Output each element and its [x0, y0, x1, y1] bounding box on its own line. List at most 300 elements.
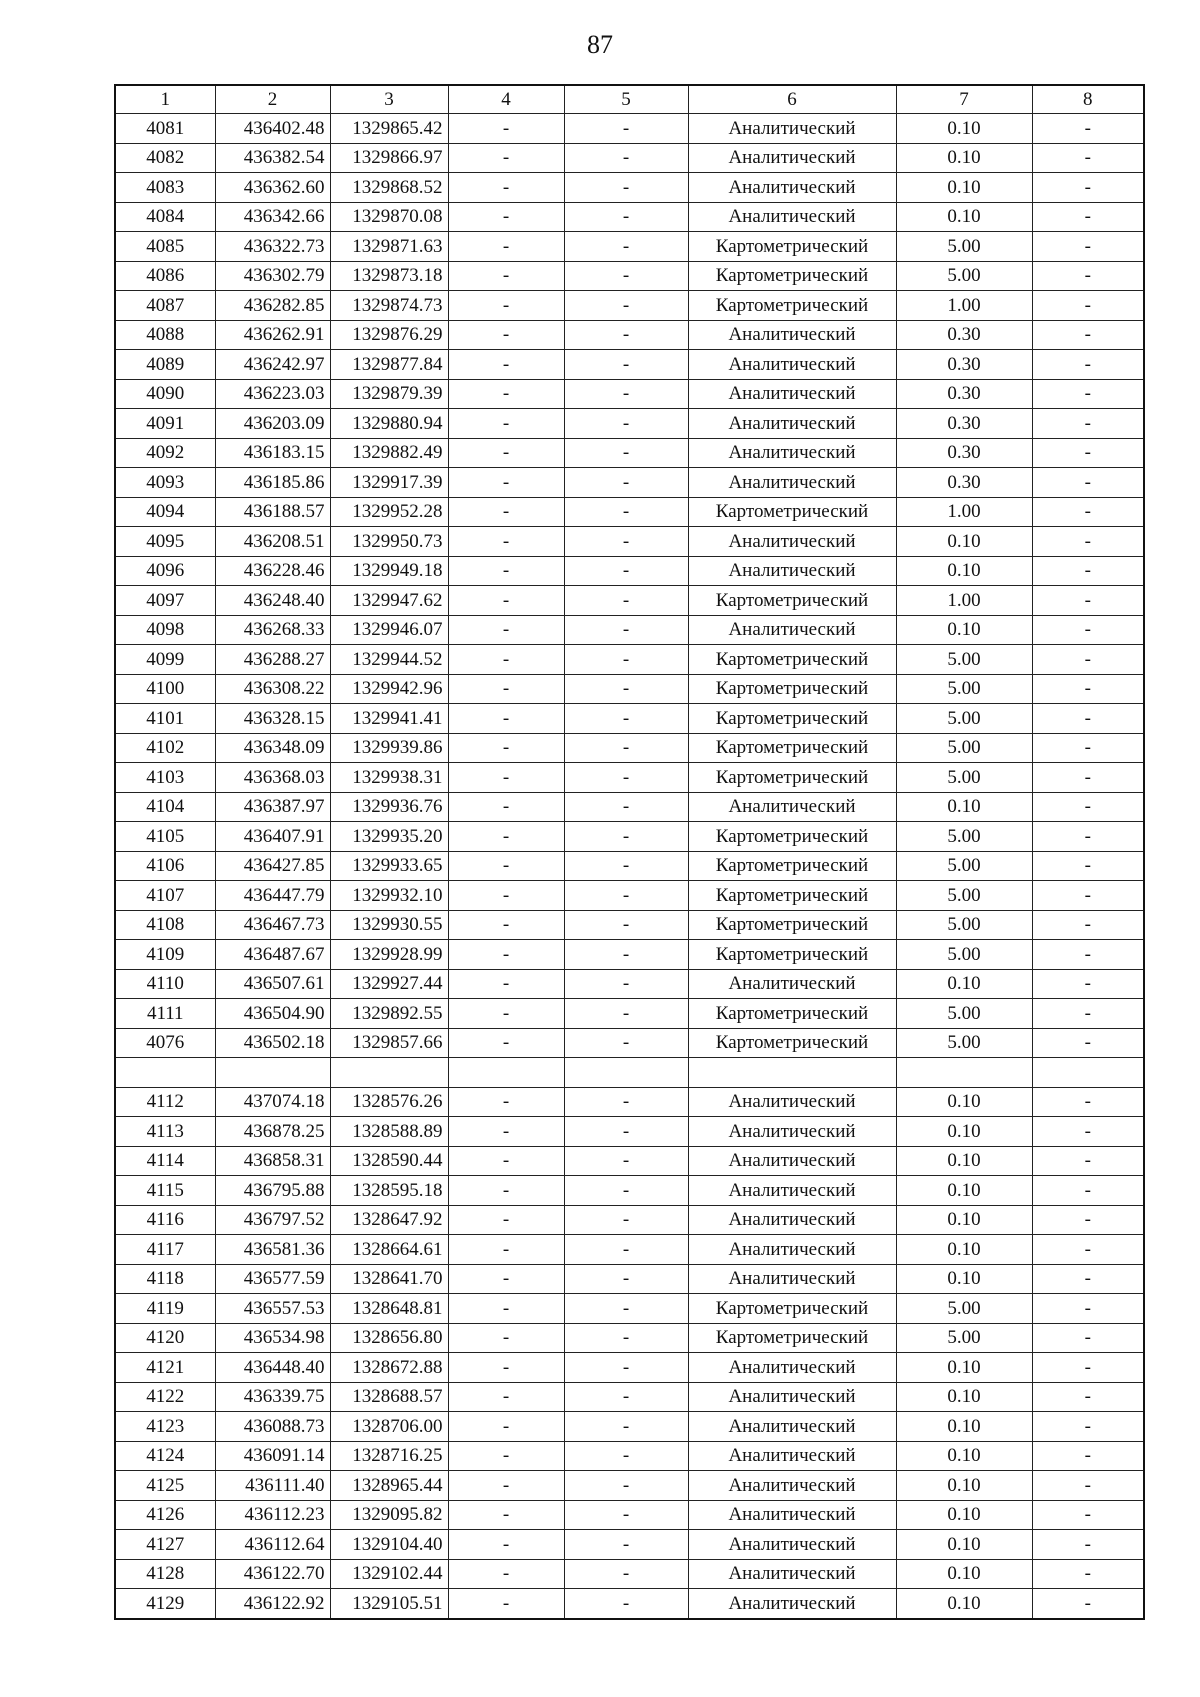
cell-y-coordinate: 1329942.96	[330, 674, 448, 704]
cell-col-5: -	[564, 1441, 688, 1471]
cell-point-number: 4082	[115, 143, 215, 173]
cell-col-5: -	[564, 261, 688, 291]
table-row	[115, 438, 1144, 468]
cell-point-number: 4098	[115, 615, 215, 645]
cell-col-5: -	[564, 763, 688, 793]
cell-col-4: -	[448, 1530, 564, 1560]
cell-col-5: -	[564, 822, 688, 852]
cell-method: Картометрический	[688, 1323, 896, 1353]
cell-col-4: -	[448, 1412, 564, 1442]
cell-col-4: -	[448, 556, 564, 586]
cell-col-5: -	[564, 645, 688, 675]
cell-y-coordinate: 1329949.18	[330, 556, 448, 586]
cell-col-5: -	[564, 733, 688, 763]
cell-accuracy: 5.00	[896, 645, 1032, 675]
cell-accuracy: 5.00	[896, 1028, 1032, 1058]
cell-col-5: -	[564, 438, 688, 468]
cell-method: Аналитический	[688, 969, 896, 999]
cell-accuracy: 5.00	[896, 674, 1032, 704]
cell-method	[688, 1058, 896, 1088]
cell-col-4: -	[448, 1294, 564, 1324]
cell-col-4: -	[448, 822, 564, 852]
cell-x-coordinate: 436091.14	[215, 1441, 330, 1471]
cell-x-coordinate: 436208.51	[215, 527, 330, 557]
cell-point-number: 4109	[115, 940, 215, 970]
cell-x-coordinate	[215, 1058, 330, 1088]
cell-col-8: -	[1032, 1323, 1144, 1353]
table-row	[115, 1471, 1144, 1501]
cell-y-coordinate: 1329933.65	[330, 851, 448, 881]
cell-col-5: -	[564, 114, 688, 144]
cell-method: Аналитический	[688, 792, 896, 822]
cell-y-coordinate: 1329868.52	[330, 173, 448, 203]
cell-point-number: 4083	[115, 173, 215, 203]
cell-x-coordinate: 436797.52	[215, 1205, 330, 1235]
cell-col-5: -	[564, 1264, 688, 1294]
cell-accuracy: 0.10	[896, 1117, 1032, 1147]
cell-col-4: -	[448, 438, 564, 468]
table-body	[115, 114, 1144, 1619]
cell-x-coordinate: 436507.61	[215, 969, 330, 999]
table-row	[115, 1323, 1144, 1353]
cell-col-4: -	[448, 792, 564, 822]
cell-x-coordinate: 436248.40	[215, 586, 330, 616]
cell-method: Картометрический	[688, 645, 896, 675]
cell-x-coordinate: 436288.27	[215, 645, 330, 675]
cell-x-coordinate: 436328.15	[215, 704, 330, 734]
table-row	[115, 1205, 1144, 1235]
cell-y-coordinate: 1329939.86	[330, 733, 448, 763]
cell-accuracy: 5.00	[896, 733, 1032, 763]
cell-col-5: -	[564, 556, 688, 586]
coordinates-table	[114, 84, 1145, 1620]
table-row	[115, 232, 1144, 262]
cell-x-coordinate: 436262.91	[215, 320, 330, 350]
cell-method: Аналитический	[688, 438, 896, 468]
cell-x-coordinate: 436795.88	[215, 1176, 330, 1206]
cell-col-5: -	[564, 1589, 688, 1619]
cell-col-8: -	[1032, 1589, 1144, 1619]
cell-method: Картометрический	[688, 881, 896, 911]
cell-col-8: -	[1032, 1500, 1144, 1530]
cell-y-coordinate: 1329928.99	[330, 940, 448, 970]
cell-y-coordinate: 1328588.89	[330, 1117, 448, 1147]
cell-x-coordinate: 436534.98	[215, 1323, 330, 1353]
cell-method: Аналитический	[688, 409, 896, 439]
cell-x-coordinate: 436557.53	[215, 1294, 330, 1324]
cell-accuracy: 0.10	[896, 556, 1032, 586]
cell-x-coordinate: 436112.23	[215, 1500, 330, 1530]
cell-y-coordinate: 1329874.73	[330, 291, 448, 321]
cell-accuracy: 0.30	[896, 438, 1032, 468]
cell-col-8: -	[1032, 1530, 1144, 1560]
cell-method: Аналитический	[688, 173, 896, 203]
cell-point-number: 4115	[115, 1176, 215, 1206]
cell-method: Аналитический	[688, 1441, 896, 1471]
table-row	[115, 261, 1144, 291]
cell-col-4: -	[448, 1205, 564, 1235]
cell-col-5: -	[564, 674, 688, 704]
cell-col-8: -	[1032, 999, 1144, 1029]
cell-x-coordinate: 436268.33	[215, 615, 330, 645]
cell-accuracy: 0.10	[896, 615, 1032, 645]
cell-col-5: -	[564, 1028, 688, 1058]
table-row	[115, 291, 1144, 321]
cell-method: Аналитический	[688, 379, 896, 409]
cell-col-8: -	[1032, 910, 1144, 940]
cell-accuracy: 5.00	[896, 261, 1032, 291]
cell-method: Картометрический	[688, 291, 896, 321]
table-row	[115, 1382, 1144, 1412]
cell-y-coordinate: 1328672.88	[330, 1353, 448, 1383]
cell-accuracy: 0.10	[896, 1589, 1032, 1619]
cell-col-8: -	[1032, 733, 1144, 763]
cell-y-coordinate: 1329095.82	[330, 1500, 448, 1530]
table-row	[115, 1176, 1144, 1206]
cell-method: Аналитический	[688, 114, 896, 144]
table-row	[115, 409, 1144, 439]
table-row	[115, 733, 1144, 763]
cell-x-coordinate: 436577.59	[215, 1264, 330, 1294]
cell-y-coordinate: 1329892.55	[330, 999, 448, 1029]
cell-accuracy	[896, 1058, 1032, 1088]
cell-col-4: -	[448, 940, 564, 970]
cell-col-8: -	[1032, 969, 1144, 999]
cell-method: Картометрический	[688, 763, 896, 793]
cell-point-number: 4119	[115, 1294, 215, 1324]
cell-col-5: -	[564, 1323, 688, 1353]
cell-accuracy: 5.00	[896, 763, 1032, 793]
cell-accuracy: 5.00	[896, 1294, 1032, 1324]
cell-x-coordinate: 436203.09	[215, 409, 330, 439]
cell-col-5: -	[564, 1117, 688, 1147]
cell-method: Аналитический	[688, 1530, 896, 1560]
cell-accuracy: 0.10	[896, 1087, 1032, 1117]
table-row	[115, 1412, 1144, 1442]
table-row	[115, 999, 1144, 1029]
cell-col-4: -	[448, 202, 564, 232]
table-row	[115, 851, 1144, 881]
cell-col-4: -	[448, 1500, 564, 1530]
cell-point-number: 4108	[115, 910, 215, 940]
cell-col-4: -	[448, 615, 564, 645]
cell-col-8: -	[1032, 586, 1144, 616]
table-row	[115, 497, 1144, 527]
cell-point-number: 4094	[115, 497, 215, 527]
cell-method: Аналитический	[688, 615, 896, 645]
cell-point-number: 4099	[115, 645, 215, 675]
cell-y-coordinate: 1329927.44	[330, 969, 448, 999]
cell-accuracy: 0.30	[896, 468, 1032, 498]
cell-col-4: -	[448, 1087, 564, 1117]
cell-method: Картометрический	[688, 497, 896, 527]
cell-col-4: -	[448, 114, 564, 144]
cell-accuracy: 5.00	[896, 881, 1032, 911]
cell-col-5: -	[564, 1559, 688, 1589]
cell-col-8: -	[1032, 1294, 1144, 1324]
cell-x-coordinate: 436447.79	[215, 881, 330, 911]
cell-col-4: -	[448, 1323, 564, 1353]
cell-method: Аналитический	[688, 1264, 896, 1294]
cell-col-5: -	[564, 1382, 688, 1412]
cell-point-number: 4081	[115, 114, 215, 144]
table-row	[115, 940, 1144, 970]
cell-point-number: 4087	[115, 291, 215, 321]
page-number: 87	[587, 30, 613, 59]
cell-col-8: -	[1032, 1117, 1144, 1147]
cell-y-coordinate: 1328656.80	[330, 1323, 448, 1353]
cell-y-coordinate: 1329917.39	[330, 468, 448, 498]
cell-x-coordinate: 436581.36	[215, 1235, 330, 1265]
cell-col-4: -	[448, 291, 564, 321]
cell-col-4: -	[448, 1146, 564, 1176]
cell-col-8: -	[1032, 1146, 1144, 1176]
cell-col-8: -	[1032, 763, 1144, 793]
cell-col-8: -	[1032, 1382, 1144, 1412]
cell-col-5: -	[564, 320, 688, 350]
cell-point-number: 4122	[115, 1382, 215, 1412]
cell-y-coordinate: 1329932.10	[330, 881, 448, 911]
cell-method: Аналитический	[688, 320, 896, 350]
cell-method: Картометрический	[688, 1028, 896, 1058]
table-row	[115, 1235, 1144, 1265]
cell-accuracy: 0.10	[896, 1471, 1032, 1501]
cell-point-number: 4103	[115, 763, 215, 793]
cell-y-coordinate: 1329882.49	[330, 438, 448, 468]
cell-col-5: -	[564, 940, 688, 970]
cell-method: Аналитический	[688, 1471, 896, 1501]
cell-col-8: -	[1032, 261, 1144, 291]
cell-col-5: -	[564, 409, 688, 439]
cell-col-8: -	[1032, 409, 1144, 439]
cell-method: Аналитический	[688, 202, 896, 232]
cell-accuracy: 0.10	[896, 1559, 1032, 1589]
cell-col-4: -	[448, 1117, 564, 1147]
cell-accuracy: 0.10	[896, 1412, 1032, 1442]
cell-col-4: -	[448, 409, 564, 439]
cell-col-5: -	[564, 1235, 688, 1265]
cell-method: Аналитический	[688, 556, 896, 586]
cell-y-coordinate: 1328706.00	[330, 1412, 448, 1442]
cell-col-5: -	[564, 1087, 688, 1117]
cell-col-8: -	[1032, 1559, 1144, 1589]
cell-x-coordinate: 436322.73	[215, 232, 330, 262]
cell-point-number: 4096	[115, 556, 215, 586]
cell-accuracy: 0.10	[896, 1441, 1032, 1471]
table-row	[115, 173, 1144, 203]
header-cell-col-6: 6	[688, 85, 896, 114]
table-row	[115, 1441, 1144, 1471]
cell-accuracy: 5.00	[896, 910, 1032, 940]
cell-y-coordinate: 1328595.18	[330, 1176, 448, 1206]
cell-method: Аналитический	[688, 1589, 896, 1619]
cell-point-number	[115, 1058, 215, 1088]
cell-col-8: -	[1032, 497, 1144, 527]
cell-x-coordinate: 436308.22	[215, 674, 330, 704]
cell-x-coordinate: 436122.70	[215, 1559, 330, 1589]
cell-method: Аналитический	[688, 1117, 896, 1147]
cell-x-coordinate: 436427.85	[215, 851, 330, 881]
cell-col-5: -	[564, 1353, 688, 1383]
cell-y-coordinate: 1329870.08	[330, 202, 448, 232]
cell-point-number: 4120	[115, 1323, 215, 1353]
cell-col-8: -	[1032, 1205, 1144, 1235]
cell-col-4: -	[448, 379, 564, 409]
cell-x-coordinate: 436339.75	[215, 1382, 330, 1412]
cell-accuracy: 0.10	[896, 1235, 1032, 1265]
cell-accuracy: 0.10	[896, 1205, 1032, 1235]
cell-x-coordinate: 436228.46	[215, 556, 330, 586]
cell-col-4: -	[448, 320, 564, 350]
cell-point-number: 4113	[115, 1117, 215, 1147]
table-row	[115, 615, 1144, 645]
cell-point-number: 4086	[115, 261, 215, 291]
header-cell-col-5: 5	[564, 85, 688, 114]
cell-y-coordinate: 1329105.51	[330, 1589, 448, 1619]
cell-y-coordinate: 1329941.41	[330, 704, 448, 734]
cell-method: Картометрический	[688, 704, 896, 734]
cell-col-4: -	[448, 143, 564, 173]
cell-point-number: 4100	[115, 674, 215, 704]
cell-x-coordinate: 436487.67	[215, 940, 330, 970]
cell-method: Картометрический	[688, 674, 896, 704]
table-row	[115, 468, 1144, 498]
cell-accuracy: 5.00	[896, 940, 1032, 970]
cell-col-5: -	[564, 999, 688, 1029]
cell-point-number: 4085	[115, 232, 215, 262]
table-row	[115, 1530, 1144, 1560]
cell-x-coordinate: 436402.48	[215, 114, 330, 144]
cell-y-coordinate: 1329866.97	[330, 143, 448, 173]
cell-col-5: -	[564, 615, 688, 645]
cell-point-number: 4118	[115, 1264, 215, 1294]
cell-method: Аналитический	[688, 1353, 896, 1383]
table-row	[115, 556, 1144, 586]
cell-method: Аналитический	[688, 1146, 896, 1176]
table-row	[115, 1087, 1144, 1117]
cell-col-4: -	[448, 1382, 564, 1412]
cell-x-coordinate: 436088.73	[215, 1412, 330, 1442]
table-row	[115, 674, 1144, 704]
cell-method: Картометрический	[688, 851, 896, 881]
cell-method: Аналитический	[688, 1412, 896, 1442]
cell-accuracy: 0.10	[896, 1500, 1032, 1530]
cell-accuracy: 0.10	[896, 143, 1032, 173]
table-row	[115, 704, 1144, 734]
cell-col-8: -	[1032, 527, 1144, 557]
cell-col-8: -	[1032, 940, 1144, 970]
cell-y-coordinate: 1328965.44	[330, 1471, 448, 1501]
cell-x-coordinate: 436112.64	[215, 1530, 330, 1560]
cell-col-4: -	[448, 350, 564, 380]
cell-y-coordinate: 1328664.61	[330, 1235, 448, 1265]
cell-col-4: -	[448, 969, 564, 999]
cell-col-5: -	[564, 1176, 688, 1206]
cell-col-8: -	[1032, 202, 1144, 232]
cell-col-4: -	[448, 1264, 564, 1294]
cell-accuracy: 0.30	[896, 350, 1032, 380]
cell-col-8: -	[1032, 320, 1144, 350]
cell-col-4: -	[448, 881, 564, 911]
cell-point-number: 4116	[115, 1205, 215, 1235]
cell-method: Аналитический	[688, 350, 896, 380]
table-row	[115, 586, 1144, 616]
table-row	[115, 1117, 1144, 1147]
cell-col-8: -	[1032, 1176, 1144, 1206]
cell-method: Картометрический	[688, 261, 896, 291]
cell-point-number: 4088	[115, 320, 215, 350]
cell-col-4: -	[448, 586, 564, 616]
cell-y-coordinate: 1329865.42	[330, 114, 448, 144]
cell-accuracy: 5.00	[896, 999, 1032, 1029]
cell-col-8: -	[1032, 1353, 1144, 1383]
cell-y-coordinate: 1329104.40	[330, 1530, 448, 1560]
cell-col-4: -	[448, 704, 564, 734]
cell-y-coordinate: 1328641.70	[330, 1264, 448, 1294]
cell-col-4: -	[448, 910, 564, 940]
cell-point-number: 4129	[115, 1589, 215, 1619]
table-row	[115, 910, 1144, 940]
cell-col-4: -	[448, 1176, 564, 1206]
cell-col-8: -	[1032, 1412, 1144, 1442]
cell-col-8: -	[1032, 645, 1144, 675]
cell-accuracy: 0.10	[896, 1264, 1032, 1294]
cell-y-coordinate: 1329950.73	[330, 527, 448, 557]
cell-x-coordinate: 436185.86	[215, 468, 330, 498]
cell-accuracy: 5.00	[896, 1323, 1032, 1353]
cell-point-number: 4104	[115, 792, 215, 822]
cell-col-8: -	[1032, 792, 1144, 822]
cell-method: Картометрический	[688, 1294, 896, 1324]
table-row	[115, 1500, 1144, 1530]
table-row	[115, 969, 1144, 999]
cell-x-coordinate: 436467.73	[215, 910, 330, 940]
cell-point-number: 4121	[115, 1353, 215, 1383]
cell-col-5: -	[564, 1146, 688, 1176]
cell-point-number: 4101	[115, 704, 215, 734]
table-row	[115, 527, 1144, 557]
cell-point-number: 4110	[115, 969, 215, 999]
cell-y-coordinate: 1329936.76	[330, 792, 448, 822]
cell-point-number: 4123	[115, 1412, 215, 1442]
cell-point-number: 4127	[115, 1530, 215, 1560]
cell-accuracy: 0.10	[896, 527, 1032, 557]
cell-accuracy: 5.00	[896, 822, 1032, 852]
cell-point-number: 4126	[115, 1500, 215, 1530]
cell-method: Картометрический	[688, 999, 896, 1029]
table-row	[115, 881, 1144, 911]
cell-col-4: -	[448, 1353, 564, 1383]
cell-col-8: -	[1032, 438, 1144, 468]
cell-col-8: -	[1032, 143, 1144, 173]
cell-point-number: 4124	[115, 1441, 215, 1471]
cell-accuracy: 0.30	[896, 320, 1032, 350]
cell-col-5: -	[564, 173, 688, 203]
cell-col-8: -	[1032, 232, 1144, 262]
cell-accuracy: 0.10	[896, 1176, 1032, 1206]
cell-point-number: 4093	[115, 468, 215, 498]
cell-col-5: -	[564, 910, 688, 940]
cell-col-4: -	[448, 1441, 564, 1471]
cell-y-coordinate: 1329102.44	[330, 1559, 448, 1589]
cell-x-coordinate: 436348.09	[215, 733, 330, 763]
cell-y-coordinate: 1329879.39	[330, 379, 448, 409]
cell-col-8: -	[1032, 1441, 1144, 1471]
cell-y-coordinate: 1329938.31	[330, 763, 448, 793]
cell-point-number: 4084	[115, 202, 215, 232]
cell-col-5: -	[564, 350, 688, 380]
cell-col-5: -	[564, 969, 688, 999]
